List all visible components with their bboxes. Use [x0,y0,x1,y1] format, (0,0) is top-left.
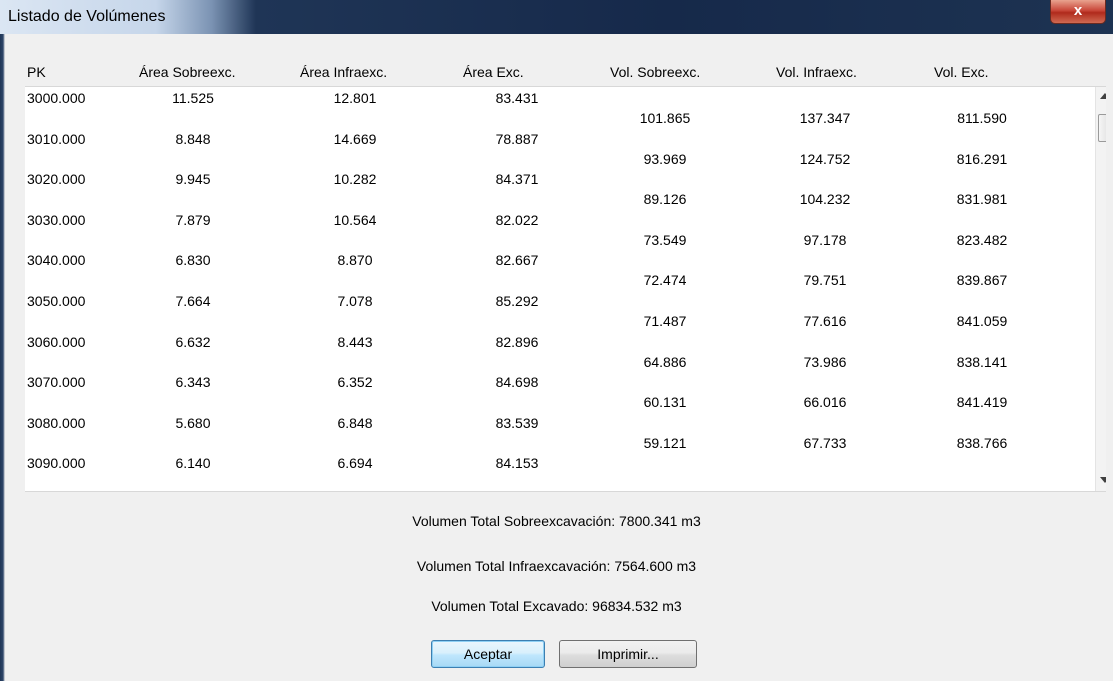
cell-vol-sobreexc: 89.126 [643,191,687,208]
cell-vol-sobreexc: 73.549 [643,231,687,248]
cell-vol-sobreexc: 59.121 [643,434,687,451]
cell-area-exc: 83.431 [495,90,539,106]
cell-pk: 3010.000 [27,130,86,147]
cell-pk: 3090.000 [27,455,86,472]
header-pk: PK [27,64,46,80]
cell-vol-infraexc: 77.616 [803,313,847,329]
cell-area-infraexc: 10.282 [333,171,377,188]
cell-vol-exc: 838.766 [956,434,1008,451]
window-frame [0,34,6,681]
cell-area-infraexc: 12.801 [333,90,377,106]
total-sobreexcavacion: Volumen Total Sobreexcavación: 7800.341 m3 [412,513,701,529]
cell-area-exc: 84.153 [495,455,539,472]
up-arrow-icon[interactable] [1100,93,1106,99]
cell-vol-infraexc: 73.986 [803,353,847,370]
close-icon: x [1073,2,1083,19]
cell-area-exc: 82.022 [495,211,539,228]
cell-area-sobreexc: 11.525 [172,90,214,106]
header-area-exc: Área Exc. [463,64,524,80]
cell-vol-sobreexc: 93.969 [643,150,687,167]
cell-area-sobreexc: 7.664 [175,293,211,309]
cell-pk: 3070.000 [27,374,86,391]
cell-area-infraexc: 7.078 [337,293,373,309]
cell-vol-exc: 823.482 [956,231,1008,248]
cell-vol-exc: 841.419 [956,394,1008,411]
cell-area-exc: 85.292 [495,293,539,309]
cell-vol-sobreexc: 71.487 [643,313,687,329]
cell-area-exc: 84.698 [495,374,539,391]
cell-area-sobreexc: 8.848 [175,130,211,147]
scroll-thumb[interactable] [1098,114,1106,142]
cell-area-sobreexc: 6.140 [175,455,211,472]
cell-area-infraexc: 8.443 [337,333,373,350]
cell-pk: 3030.000 [27,211,86,228]
cell-pk: 3020.000 [27,171,86,188]
cell-area-exc: 82.667 [495,252,539,269]
cell-pk: 3050.000 [27,293,86,309]
cell-vol-infraexc: 66.016 [803,394,847,411]
cell-vol-infraexc: 67.733 [803,434,847,451]
cell-vol-exc: 838.141 [956,353,1008,370]
cell-vol-exc: 811.590 [957,110,1007,126]
cell-pk: 3080.000 [27,414,86,431]
vertical-scrollbar[interactable] [1095,87,1106,491]
header-vol-exc: Vol. Exc. [934,64,989,80]
cell-pk: 3040.000 [27,252,86,269]
down-arrow-icon[interactable] [1100,477,1106,483]
cell-area-sobreexc: 6.830 [175,252,211,269]
cell-area-exc: 83.539 [495,414,539,431]
header-area-infraexc: Área Infraexc. [300,64,388,80]
accept-button[interactable]: Aceptar [431,640,545,668]
cell-vol-infraexc: 79.751 [803,272,847,289]
cell-vol-exc: 831.981 [956,191,1008,208]
cell-area-exc: 82.896 [495,333,539,350]
cell-pk: 3000.000 [27,90,86,106]
table-header [6,34,1107,86]
cell-area-infraexc: 6.848 [337,414,373,431]
cell-area-exc: 84.371 [495,171,539,188]
cell-area-infraexc: 10.564 [333,211,377,228]
cell-vol-sobreexc: 101.865 [639,110,691,126]
header-area-sobreexc: Área Sobreexc. [139,64,236,80]
cell-vol-exc: 839.867 [956,272,1008,289]
cell-area-sobreexc: 5.680 [175,414,211,431]
cell-pk: 3060.000 [27,333,86,350]
header-vol-infraexc: Vol. Infraexc. [776,64,857,80]
cell-vol-infraexc: 97.178 [803,231,847,248]
cell-vol-infraexc: 104.232 [799,191,851,208]
cell-vol-sobreexc: 64.886 [643,353,687,370]
cell-vol-sobreexc: 60.131 [643,394,687,411]
volume-list[interactable] [25,86,1106,492]
print-button[interactable]: Imprimir... [559,640,697,668]
cell-vol-exc: 816.291 [956,150,1008,167]
cell-vol-sobreexc: 72.474 [643,272,687,289]
cell-area-sobreexc: 6.632 [175,333,211,350]
title-bar[interactable] [0,0,1113,34]
total-excavado: Volumen Total Excavado: 96834.532 m3 [431,598,682,614]
cell-vol-exc: 841.059 [956,313,1008,329]
cell-area-exc: 78.887 [495,130,539,147]
cell-area-infraexc: 6.352 [337,374,373,391]
cell-area-sobreexc: 7.879 [175,211,211,228]
cell-vol-infraexc: 124.752 [799,150,851,167]
cell-vol-infraexc: 137.347 [799,110,851,126]
window-title: Listado de Volúmenes [8,8,166,25]
close-button[interactable] [1050,0,1106,24]
header-vol-sobreexc: Vol. Sobreexc. [610,64,701,80]
cell-area-infraexc: 8.870 [337,252,373,269]
total-infraexcavacion: Volumen Total Infraexcavación: 7564.600 m3 [416,558,697,574]
cell-area-sobreexc: 6.343 [175,374,211,391]
cell-area-infraexc: 14.669 [333,130,377,147]
cell-area-sobreexc: 9.945 [175,171,211,188]
cell-area-infraexc: 6.694 [337,455,373,472]
